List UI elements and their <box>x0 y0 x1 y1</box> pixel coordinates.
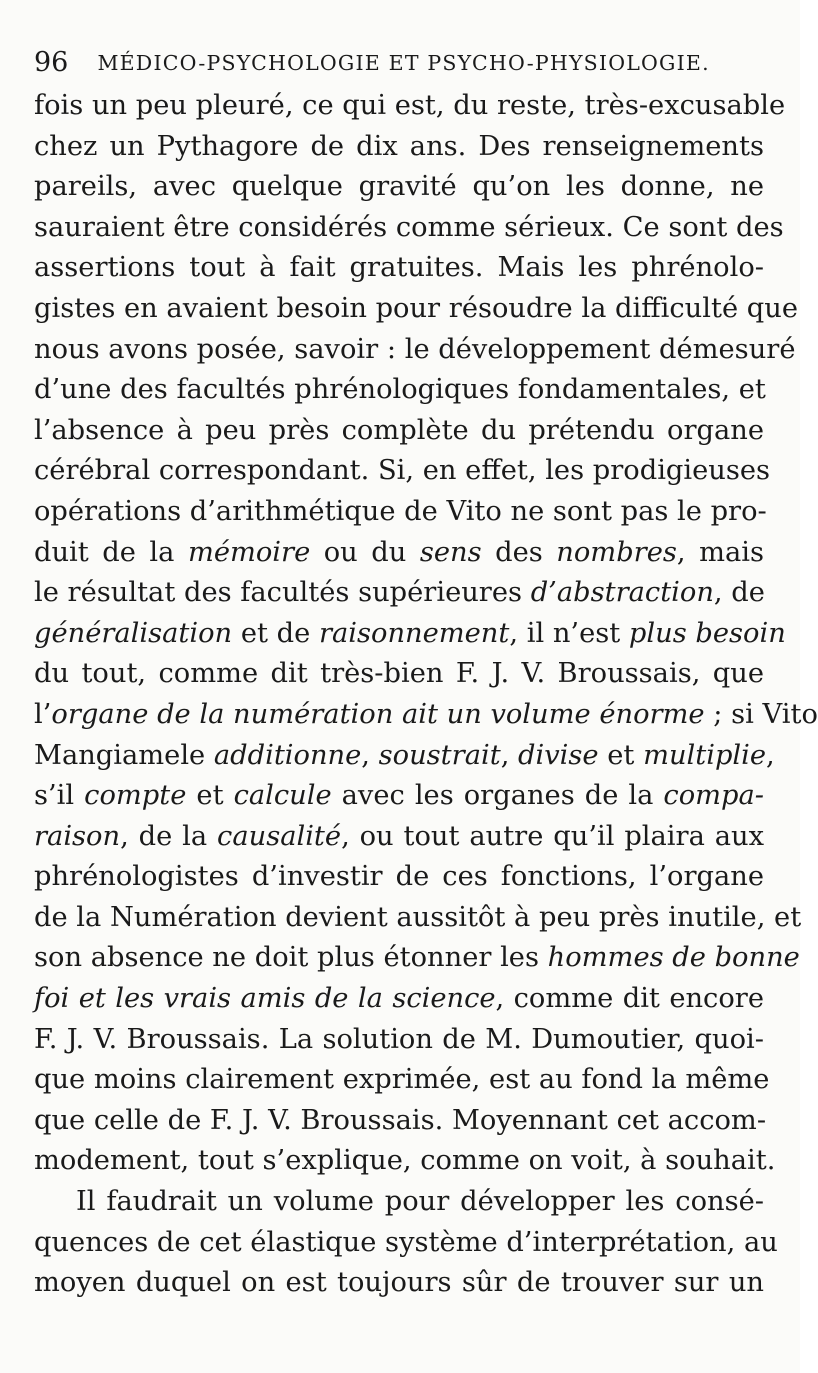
text-line <box>34 1060 770 1101</box>
text-span: opérations d’arithmétique de Vito ne sont pas le pro- <box>34 495 767 527</box>
text-span: le résultat des facultés supérieures <box>34 577 531 609</box>
text-line <box>34 938 800 979</box>
italic-text: sens <box>419 536 482 568</box>
running-head <box>34 42 764 82</box>
italic-text: généralisation <box>34 617 233 649</box>
running-title: MÉDICO-PSYCHOLOGIE ET PSYCHO-PHYSIOLOGIE. <box>97 50 710 75</box>
text-span: quences de cet élastique système d’interprétation, au <box>34 1226 778 1258</box>
text-line <box>34 370 764 411</box>
text-line <box>34 573 764 614</box>
text-line <box>34 86 786 127</box>
italic-text: organe de la numération ait un volume énorme <box>51 698 705 730</box>
text-line <box>34 167 764 208</box>
text-span: du tout, comme dit très-bien F. J. V. Broussais, que <box>34 658 764 690</box>
text-line <box>34 1263 764 1304</box>
text-span: , mais <box>676 536 764 568</box>
italic-text: foi et les vrais amis de la science <box>34 983 496 1015</box>
italic-text: multiplie <box>643 739 767 771</box>
italic-text: plus besoin <box>628 617 786 649</box>
text-span: moyen duquel on est toujours sûr de trouver sur un <box>34 1267 764 1299</box>
text-line <box>34 492 767 533</box>
text-line <box>34 817 764 858</box>
text-span: , ou tout autre qu’il plaira aux <box>341 820 764 852</box>
italic-text: divise <box>518 739 599 771</box>
text-line <box>34 208 784 249</box>
body-text <box>34 86 818 1304</box>
text-span: , de la <box>120 820 218 852</box>
italic-text: mémoire <box>187 536 311 568</box>
text-span: et <box>598 739 644 771</box>
text-span: F. J. V. Broussais. La solution de M. Dumoutier, quoi- <box>34 1023 764 1055</box>
text-line <box>34 1182 764 1223</box>
text-line <box>34 533 764 574</box>
text-span: phrénologistes d’investir de ces fonctions, l’organe <box>34 861 764 893</box>
italic-text: causalité <box>217 820 342 852</box>
text-line <box>34 898 802 939</box>
text-span: , comme dit encore <box>495 983 764 1015</box>
page-number: 96 <box>34 46 69 78</box>
text-span: chez un Pythagore de dix ans. Des renseignements <box>34 130 764 162</box>
text-span: nous avons posée, savoir : le développement démesuré <box>34 333 796 365</box>
text-span: l’absence à peu près complète du prétendu organe <box>34 414 764 446</box>
text-line <box>34 979 764 1020</box>
italic-text: raisonnement <box>318 617 510 649</box>
text-span: s’il <box>34 780 85 812</box>
text-span: , <box>361 739 379 771</box>
text-line <box>34 857 764 898</box>
text-line <box>34 1101 767 1142</box>
text-line <box>34 1020 764 1061</box>
text-line <box>34 127 764 168</box>
italic-text: raison <box>34 820 121 852</box>
text-span: gistes en avaient besoin pour résoudre la difficulté que <box>34 292 798 324</box>
text-line <box>34 248 764 289</box>
text-span: assertions tout à fait gratuites. Mais les phrénolo- <box>34 252 764 284</box>
text-span: ; si Vito <box>704 698 818 730</box>
italic-text: nombres <box>556 536 677 568</box>
text-line <box>34 614 786 655</box>
text-line <box>34 776 764 817</box>
text-span: pareils, avec quelque gravité qu’on les donne, ne <box>34 171 764 203</box>
text-span: avec les organes de la <box>331 780 664 812</box>
text-span: que celle de F. J. V. Broussais. Moyennant cet accom- <box>34 1104 767 1136</box>
italic-text: additionne <box>213 739 362 771</box>
text-span: et de <box>232 617 319 649</box>
text-line <box>34 289 798 330</box>
text-span: Mangiamele <box>34 739 214 771</box>
italic-text: compa- <box>663 780 764 812</box>
text-span: duit de la <box>34 536 188 568</box>
text-span: l’ <box>34 698 52 730</box>
text-line <box>34 695 818 736</box>
text-span: de la Numération devient aussitôt à peu près inutile, et <box>34 901 802 933</box>
text-span: , de <box>713 577 765 609</box>
text-span: fois un peu pleuré, ce qui est, du reste, très-excusable <box>34 90 786 121</box>
text-line <box>34 451 771 492</box>
text-line <box>34 736 775 777</box>
text-span: , il n’est <box>509 617 629 649</box>
text-span: que moins clairement exprimée, est au fond la même <box>34 1064 770 1096</box>
text-span: cérébral correspondant. Si, en effet, les prodigieuses <box>34 455 771 487</box>
text-line <box>34 1223 778 1264</box>
text-span: des <box>481 536 557 568</box>
text-span: et <box>186 780 234 812</box>
text-span: modement, tout s’explique, comme on voit, à souhait. <box>34 1145 776 1177</box>
text-span: , <box>766 739 775 771</box>
text-span: Il faudrait un volume pour développer les consé- <box>76 1186 764 1218</box>
text-span: d’une des facultés phrénologiques fondamentales, et <box>34 374 766 406</box>
italic-text: calcule <box>233 780 332 812</box>
italic-text: soustrait <box>378 739 501 771</box>
text-span: , <box>500 739 519 771</box>
italic-text: compte <box>84 780 187 812</box>
text-span: sauraient être considérés comme sérieux. Ce sont des <box>34 211 784 243</box>
text-line <box>34 654 764 695</box>
text-span: son absence ne doit plus étonner les <box>34 942 548 974</box>
text-line <box>34 411 764 452</box>
text-span: ou du <box>310 536 420 568</box>
italic-text: d’abstraction <box>530 577 714 609</box>
italic-text: hommes de bonne <box>547 942 800 974</box>
text-line <box>34 1141 776 1182</box>
text-line <box>34 330 796 371</box>
